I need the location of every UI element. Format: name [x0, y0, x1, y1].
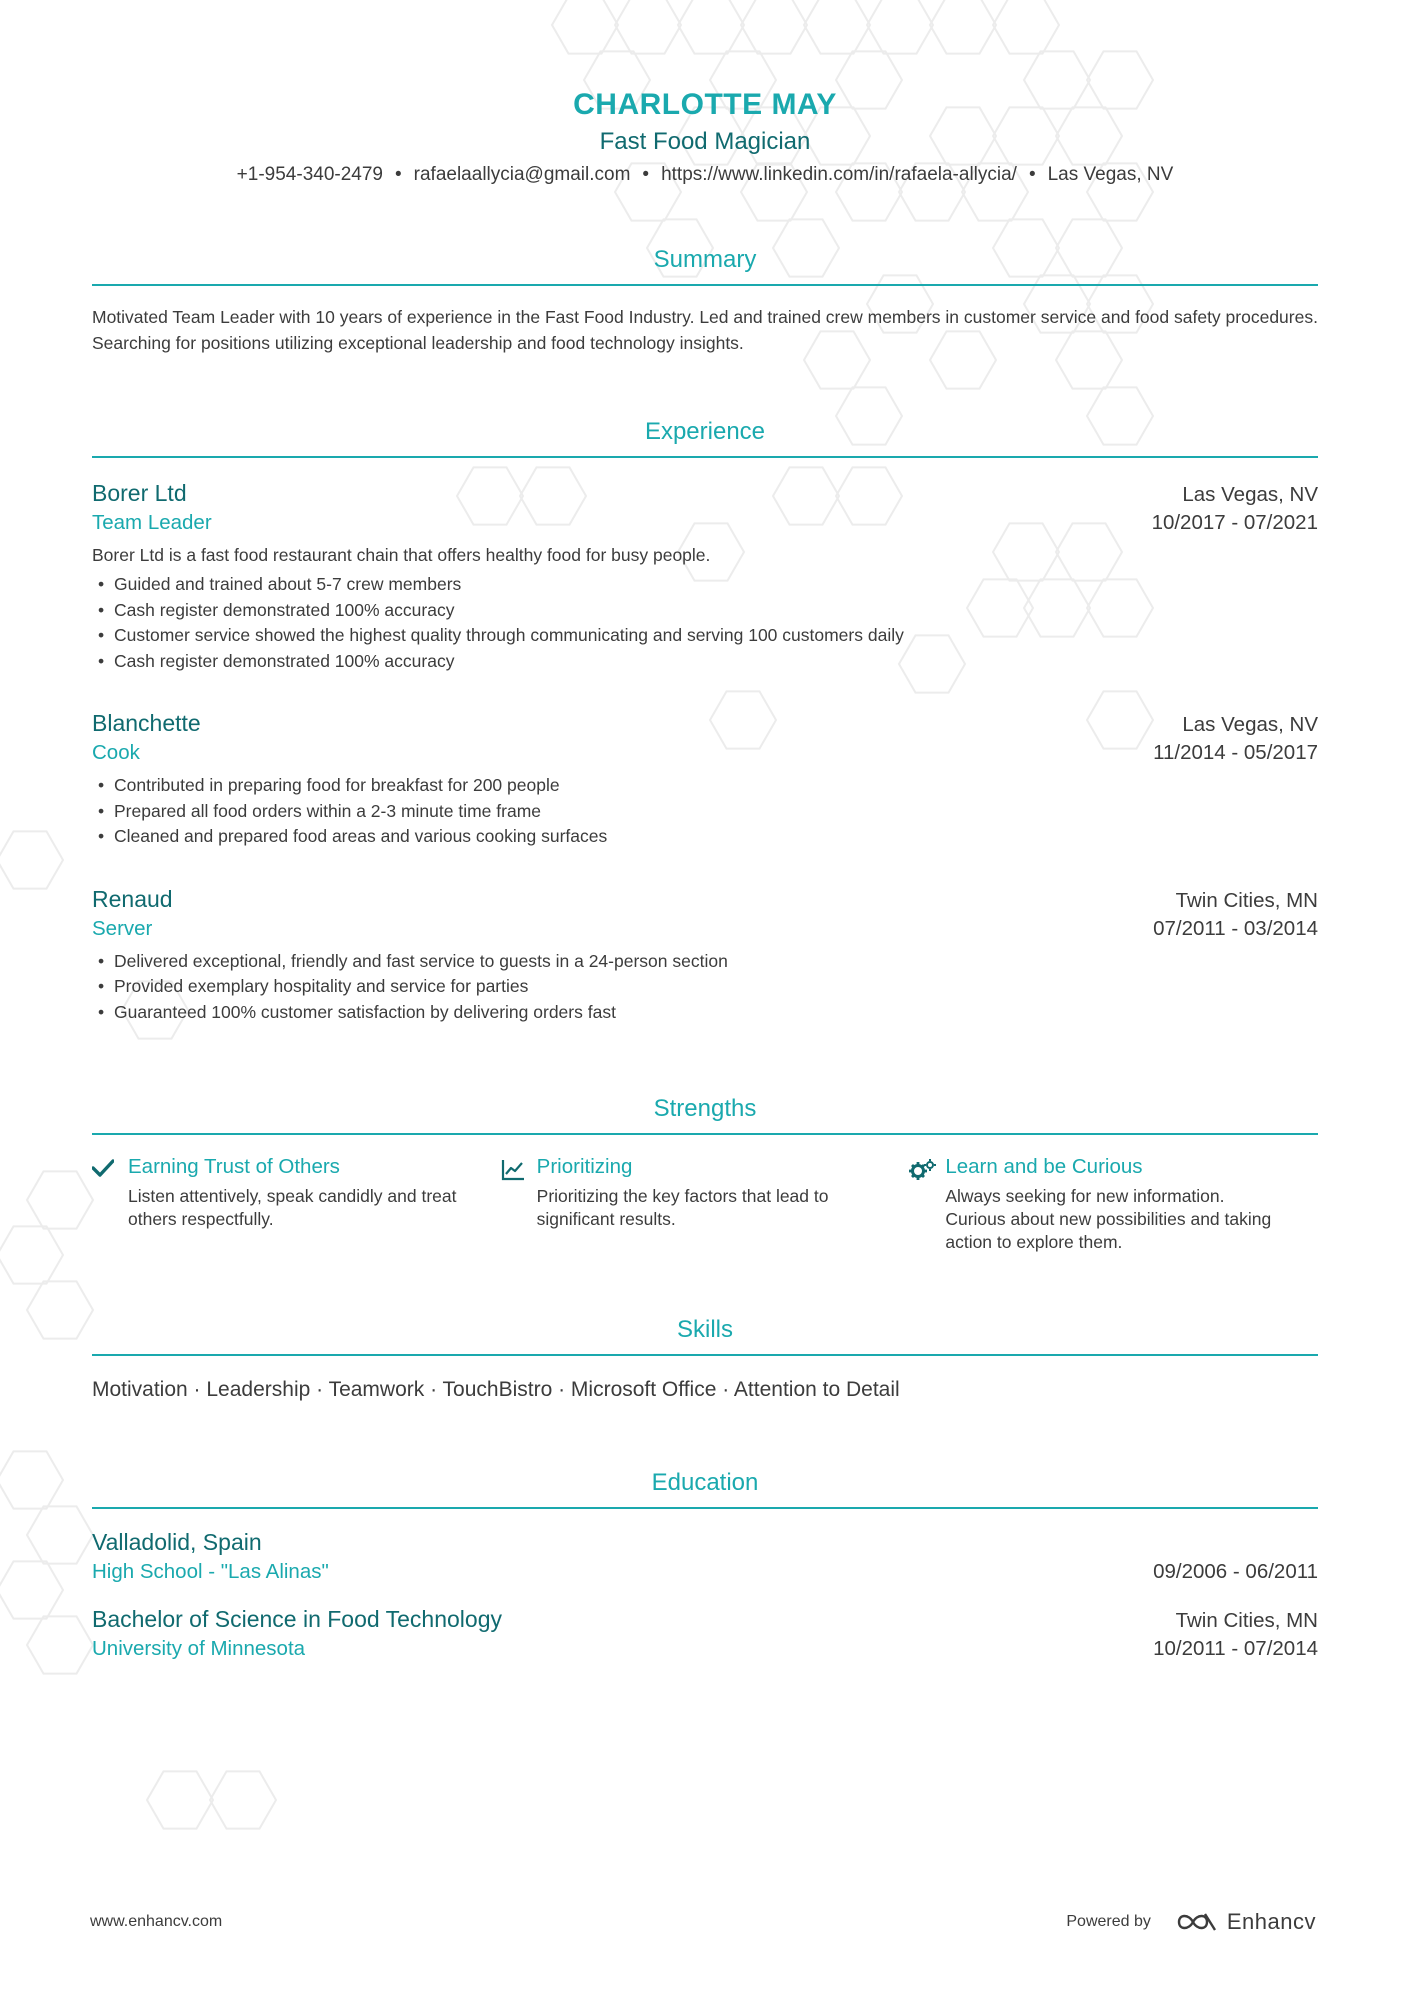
job-location: Las Vegas, NV	[1182, 713, 1318, 736]
section-divider	[92, 284, 1318, 286]
section-heading: Education	[651, 1469, 759, 1496]
list-item: • Contributed in preparing food for breakfast for 200 people	[92, 773, 1318, 799]
hexagon-decoration	[0, 1561, 63, 1618]
skills-list: Motivation · Leadership · Teamwork · TouchBistro · Microsoft Office · Attention to Detail	[92, 1378, 900, 1401]
section-heading: Skills	[676, 1316, 733, 1343]
candidate-title: Fast Food Magician	[599, 128, 811, 155]
degree: University of Minnesota	[92, 1637, 306, 1660]
strengths-section	[92, 1095, 1318, 1254]
strengths-list	[92, 1155, 1318, 1254]
skills-section	[92, 1316, 1318, 1402]
list-item: • Guaranteed 100% customer satisfaction by delivering orders fast	[92, 1000, 1318, 1026]
list-item: • Cash register demonstrated 100% accuracy	[92, 598, 1318, 624]
list-item: • Guided and trained about 5-7 crew members	[92, 572, 1318, 598]
linkedin-link[interactable]: https://www.linkedin.com/in/rafaela-allycia/	[661, 164, 1017, 185]
experience-section	[92, 418, 1318, 1025]
section-divider	[92, 456, 1318, 458]
footer-url-link[interactable]: www.enhancv.com	[90, 1913, 223, 1930]
hexagon-decoration	[0, 1451, 63, 1508]
school-name: Bachelor of Science in Food Technology	[92, 1606, 503, 1632]
section-divider	[92, 1133, 1318, 1135]
strength-item	[501, 1155, 910, 1254]
strength-title: Earning Trust of Others	[128, 1155, 340, 1178]
job-location: Twin Cities, MN	[1175, 888, 1318, 912]
achievement-list	[92, 773, 1318, 850]
section-divider	[92, 1507, 1318, 1509]
separator: •	[1028, 164, 1036, 185]
page-footer	[90, 1909, 1316, 1935]
line-chart-icon	[501, 1155, 537, 1254]
company-name: Borer Ltd	[92, 480, 187, 506]
enhancv-brand: Enhancv	[1226, 1909, 1316, 1934]
powered-by-label: Powered by	[1066, 1913, 1151, 1930]
checkmark-icon	[92, 1155, 128, 1254]
strength-description: Listen attentively, speak candidly and treat others respectfully.	[128, 1186, 457, 1229]
strength-item	[92, 1155, 501, 1254]
education-entry	[92, 1606, 1318, 1661]
powered-by	[1066, 1909, 1316, 1935]
separator: •	[642, 164, 650, 185]
education-dates: 10/2011 - 07/2014	[1153, 1637, 1318, 1660]
education-dates: 09/2006 - 06/2011	[1153, 1560, 1318, 1583]
strength-description: Always seeking for new information. Curious about new possibilities and taking action to explore them.	[945, 1186, 1272, 1252]
experience-entry	[92, 480, 1318, 674]
hexagon-decoration	[0, 831, 63, 888]
section-divider	[92, 1354, 1318, 1356]
list-item: • Provided exemplary hospitality and service for parties	[92, 974, 1318, 1000]
list-item: • Delivered exceptional, friendly and fast service to guests in a 24-person section	[92, 949, 1318, 975]
location: Las Vegas, NV	[1047, 164, 1174, 185]
degree: High School - "Las Alinas"	[92, 1560, 329, 1583]
company-name: Renaud	[92, 885, 173, 912]
section-heading: Strengths	[653, 1095, 757, 1122]
hexagon-decoration	[27, 1616, 93, 1673]
hexagon-decoration	[0, 1226, 63, 1283]
job-dates: 11/2014 - 05/2017	[1153, 741, 1318, 764]
experience-entry	[92, 710, 1318, 850]
list-item: • Prepared all food orders within a 2-3 minute time frame	[92, 799, 1318, 825]
education-entry	[92, 1529, 1318, 1584]
job-role: Cook	[92, 741, 140, 764]
strength-item	[909, 1155, 1318, 1254]
resume-page	[92, 0, 1318, 1660]
job-role: Server	[92, 916, 153, 940]
job-location: Las Vegas, NV	[1182, 483, 1318, 506]
list-item: • Cleaned and prepared food areas and various cooking surfaces	[92, 824, 1318, 850]
section-heading: Experience	[644, 418, 766, 445]
hexagon-decoration	[27, 1506, 93, 1563]
phone: +1-954-340-2479	[236, 164, 383, 185]
candidate-name: CHARLOTTE MAY	[573, 88, 837, 121]
summary-text: Motivated Team Leader with 10 years of experience in the Fast Food Industry. Led and trained crew members in customer service and food safety procedures. Searching for positions utilizing exceptional leadership and food technology insights.	[92, 307, 1318, 353]
company-name: Blanchette	[92, 710, 201, 736]
strength-title: Prioritizing	[536, 1155, 633, 1178]
hexagon-decoration	[210, 1771, 276, 1828]
contact-line	[92, 164, 1318, 186]
gears-icon	[909, 1155, 945, 1254]
list-item: • Cash register demonstrated 100% accuracy	[92, 649, 1318, 675]
list-item: • Customer service showed the highest quality through communicating and serving 100 customers daily	[92, 623, 1318, 649]
strength-title: Learn and be Curious	[945, 1155, 1143, 1178]
hexagon-decoration	[27, 1171, 93, 1228]
strength-description: Prioritizing the key factors that lead to significant results.	[536, 1186, 829, 1229]
experience-entry	[92, 886, 1318, 1026]
achievement-list	[92, 572, 1318, 674]
company-description: Borer Ltd is a fast food restaurant chain that offers healthy food for busy people.	[92, 545, 711, 565]
enhancv-logo-icon	[1175, 1910, 1219, 1934]
education-section	[92, 1469, 1318, 1661]
hexagon-decoration	[27, 1281, 93, 1338]
job-dates: 10/2017 - 07/2021	[1151, 511, 1318, 534]
summary-section	[92, 246, 1318, 356]
resume-header	[92, 88, 1318, 186]
education-location: Twin Cities, MN	[1175, 1609, 1318, 1632]
job-role: Team Leader	[92, 511, 212, 534]
achievement-list	[92, 949, 1318, 1026]
school-name: Valladolid, Spain	[92, 1529, 262, 1555]
hexagon-decoration	[147, 1771, 213, 1828]
email-link[interactable]: rafaelaallycia@gmail.com	[413, 164, 631, 185]
section-heading: Summary	[653, 246, 757, 273]
separator: •	[395, 164, 402, 185]
job-dates: 07/2011 - 03/2014	[1153, 916, 1318, 940]
